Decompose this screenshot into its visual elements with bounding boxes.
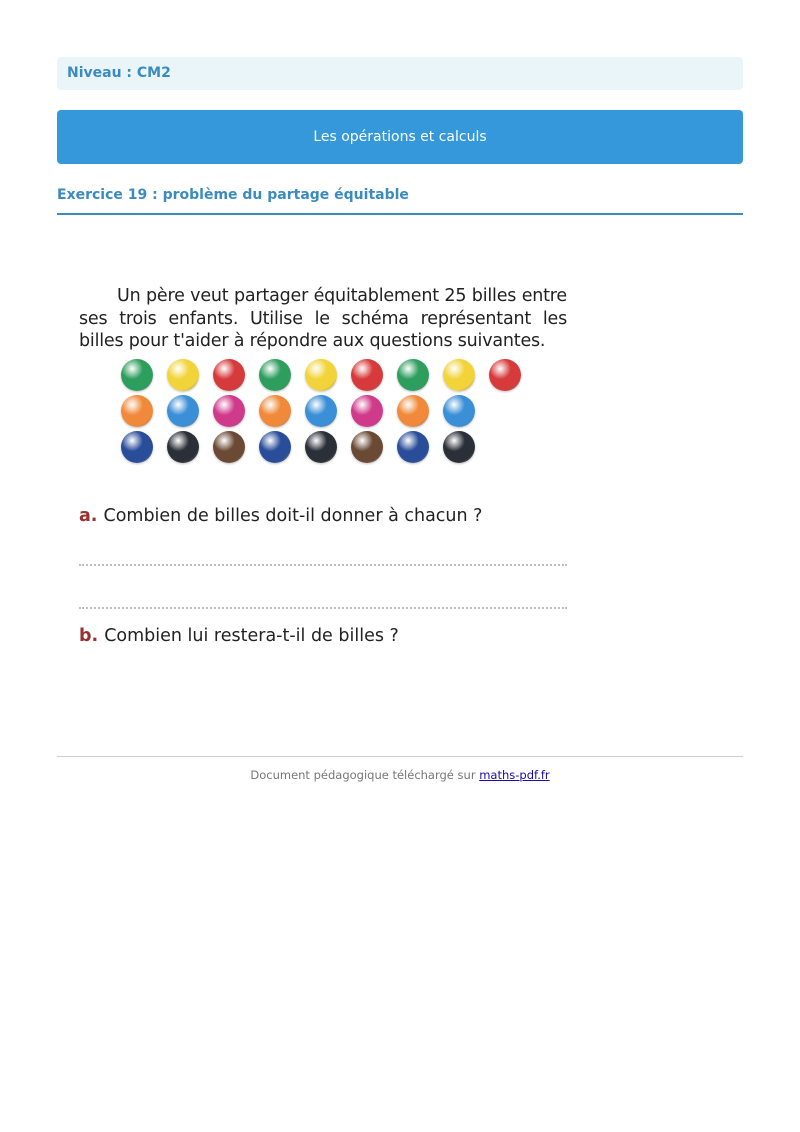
topic-banner: Les opérations et calculs [57, 110, 743, 164]
marble-green [121, 359, 153, 391]
exercise-title: Exercice 19 : problème du partage équitable [57, 185, 743, 215]
question-a [79, 505, 482, 527]
marble-black [443, 431, 475, 463]
answer-line-2[interactable] [79, 607, 567, 609]
question-b-letter: b. [79, 626, 99, 646]
level-label: Niveau : CM2 [57, 57, 743, 90]
footer [0, 768, 800, 782]
marble-green [259, 359, 291, 391]
footer-divider [57, 756, 743, 757]
marble-green [397, 359, 429, 391]
marble-black [167, 431, 199, 463]
marble-black [305, 431, 337, 463]
marble-red [489, 359, 521, 391]
marble-blue [305, 395, 337, 427]
marble-navy [259, 431, 291, 463]
question-b-text: Combien lui restera-t-il de billes ? [104, 626, 399, 646]
marble-orange [259, 395, 291, 427]
marble-yellow [167, 359, 199, 391]
footer-text: Document pédagogique téléchargé sur [250, 768, 480, 782]
marble-brown [351, 431, 383, 463]
marble-navy [121, 431, 153, 463]
marble-magenta [213, 395, 245, 427]
exercise-body [79, 285, 567, 646]
question-a-text: Combien de billes doit-il donner à chacun ? [103, 506, 483, 526]
marble-orange [121, 395, 153, 427]
marbles-diagram [121, 359, 523, 471]
answer-line-1[interactable] [79, 564, 567, 566]
marble-red [213, 359, 245, 391]
marble-orange [397, 395, 429, 427]
marble-blue [443, 395, 475, 427]
marble-yellow [443, 359, 475, 391]
exercise-intro: Un père veut partager équitablement 25 billes entre ses trois enfants. Utilise le schéma représentant les billes pour t'aider à répondre aux questions suivantes. [79, 286, 567, 351]
question-a-letter: a. [79, 506, 98, 526]
marble-yellow [305, 359, 337, 391]
question-b [79, 625, 399, 647]
footer-link[interactable]: maths-pdf.fr [479, 768, 550, 782]
marble-blue [167, 395, 199, 427]
marble-red [351, 359, 383, 391]
marble-magenta [351, 395, 383, 427]
marble-brown [213, 431, 245, 463]
marble-navy [397, 431, 429, 463]
